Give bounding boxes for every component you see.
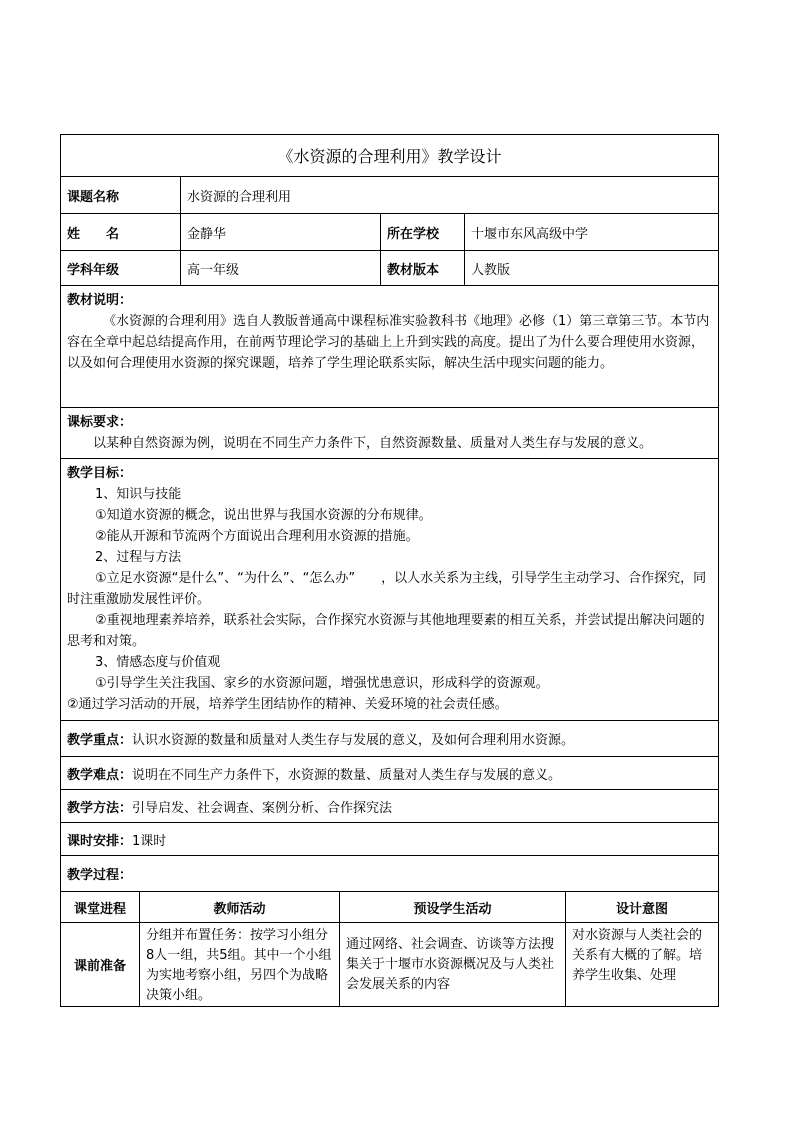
goal-attitude-item-2: ②通过学习活动的开展，培养学生团结协作的精神、关爱环境的社会责任感。	[67, 697, 508, 712]
document-title: 《水资源的合理利用》教学设计	[61, 135, 719, 177]
edition-label: 教材版本	[381, 251, 465, 286]
hours-row	[61, 823, 719, 856]
goal-process-item-2: ②重视地理素养培养，联系社会实际，合作探究水资源与其他地理要素的相互关系，并尝试提出解决问题的思考和对策。	[67, 613, 705, 649]
standard-text: 以某种自然资源为例，说明在不同生产力条件下，自然资源数量、质量对人类生存与发展的意义。	[93, 436, 653, 451]
process-label: 教学过程：	[61, 856, 719, 892]
material-label: 教材说明：	[67, 293, 133, 308]
standard-section	[61, 408, 719, 459]
goal-knowledge-heading: 1、知识与技能	[95, 487, 182, 502]
hours-text: 1课时	[132, 833, 167, 849]
key-point-row	[61, 721, 719, 757]
method-label: 教学方法：	[67, 800, 133, 816]
process-teacher-activity: 分组并布置任务：按学习小组分8人一组，共5组。其中一个小组为实地考察小组，另四个为战略决策小组。	[140, 923, 340, 1007]
name-value: 金静华	[181, 214, 381, 251]
hours-label: 课时安排：	[67, 833, 133, 849]
process-stage: 课前准备	[61, 923, 140, 1007]
difficulty-row	[61, 757, 719, 790]
process-header-student: 预设学生活动	[340, 892, 566, 923]
grade-value: 高一年级	[181, 251, 381, 286]
topic-value: 水资源的合理利用	[181, 177, 719, 214]
school-value: 十堰市东风高级中学	[465, 214, 719, 251]
goal-knowledge-item-2: ②能从开源和节流两个方面说出合理利用水资源的措施。	[95, 529, 419, 544]
process-table	[60, 891, 719, 1007]
process-header-stage: 课堂进程	[61, 892, 140, 923]
lesson-plan-table	[60, 134, 719, 892]
lesson-plan-document	[60, 134, 718, 1007]
goals-section	[61, 459, 719, 721]
goal-knowledge-item-1: ①知道水资源的概念，说出世界与我国水资源的分布规律。	[95, 508, 432, 523]
standard-label: 课标要求：	[67, 415, 133, 430]
process-header-teacher: 教师活动	[140, 892, 340, 923]
material-section	[61, 286, 719, 408]
process-header-intent: 设计意图	[566, 892, 719, 923]
grade-label: 学科年级	[61, 251, 181, 286]
goal-process-item-1: ①立足水资源“是什么”、“为什么”、“怎么办” ，以人水关系为主线，引导学生主动学习、合作探究，同时注重激励发展性评价。	[67, 571, 707, 607]
goals-label: 教学目标：	[67, 466, 133, 481]
difficulty-text: 说明在不同生产力条件下，水资源的数量、质量对人类生存与发展的意义。	[132, 767, 562, 783]
process-design-intent: 对水资源与人类社会的关系有大概的了解。培养学生收集、处理	[566, 923, 719, 1007]
topic-label: 课题名称	[61, 177, 181, 214]
goal-process-heading: 2、过程与方法	[95, 550, 182, 565]
difficulty-label: 教学难点：	[67, 767, 133, 783]
key-point-label: 教学重点：	[67, 733, 133, 748]
edition-value: 人教版	[465, 251, 719, 286]
process-student-activity: 通过网络、社会调查、访谈等方法搜集关于十堰市水资源概况及与人类社会发展关系的内容	[340, 923, 566, 1007]
goal-attitude-heading: 3、情感态度与价值观	[95, 655, 221, 670]
method-text: 引导启发、社会调查、案例分析、合作探究法	[132, 800, 393, 816]
method-row	[61, 790, 719, 823]
key-point-text: 认识水资源的数量和质量对人类生存与发展的意义，及如何合理利用水资源。	[132, 733, 575, 748]
material-text: 《水资源的合理利用》选自人教版普通高中课程标准实验教科书《地理》必修（1）第三章第三节。本节内容在全章中起总结提高作用，在前两节理论学习的基础上上升到实践的高度。提出了为什么要合理使用水资源，以及如何合理使用水资源的探究课题，培养了学生理论联系实际，解决生活中现实问题的能力。	[67, 314, 710, 371]
school-label: 所在学校	[381, 214, 465, 251]
goal-attitude-item-1: ①引导学生关注我国、家乡的水资源问题，增强忧患意识，形成科学的资源观。	[95, 676, 549, 691]
name-label: 姓 名	[61, 214, 181, 251]
